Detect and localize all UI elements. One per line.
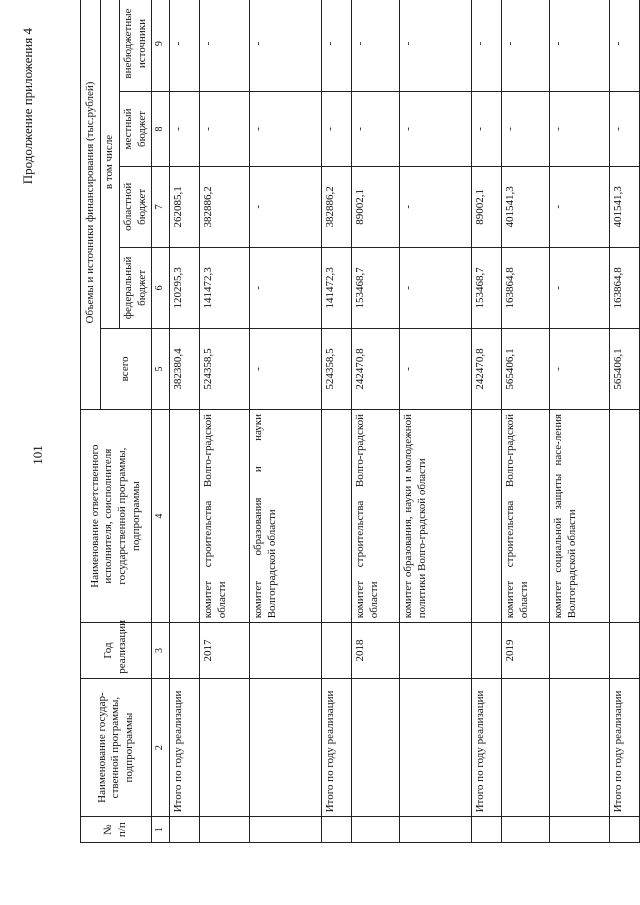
financing-table	[80, 0, 640, 843]
cell-total: 524358,5	[321, 328, 351, 409]
header-number: № п/п	[81, 817, 152, 843]
cell-local: -	[399, 92, 471, 167]
table-row	[249, 0, 321, 843]
cell-number	[501, 817, 549, 843]
cell-executor	[169, 409, 199, 622]
cell-number	[169, 817, 199, 843]
cell-year	[399, 623, 471, 678]
header-year: Год реализации	[81, 623, 152, 678]
table-row	[609, 0, 639, 843]
cell-name: Итого по году реализации	[609, 678, 639, 817]
cell-regional: 382886,2	[321, 166, 351, 247]
header-offbudget: внебюджетные источники	[119, 0, 152, 92]
table-row	[169, 0, 199, 843]
header-funding-group: Объемы и источники финансирования (тыс.рублей)	[81, 0, 101, 409]
cell-regional: 401541,3	[501, 166, 549, 247]
column-number: 8	[152, 92, 170, 167]
cell-local: -	[169, 92, 199, 167]
cell-executor: комитет социальной защиты насе-ления Волгоградской области	[549, 409, 609, 622]
cell-executor	[471, 409, 501, 622]
cell-name: Итого по году реализации	[471, 678, 501, 817]
cell-total: 565406,1	[609, 328, 639, 409]
cell-executor: комитет образования, науки и молодежной политики Волго-градской области	[399, 409, 471, 622]
cell-year	[549, 623, 609, 678]
cell-executor: комитет образования и науки Волгоградской области	[249, 409, 321, 622]
cell-number	[321, 817, 351, 843]
column-numbers-row	[152, 0, 170, 843]
cell-regional: -	[399, 166, 471, 247]
cell-executor: комитет строительства Волго-градской области	[199, 409, 249, 622]
table-body	[169, 0, 639, 843]
cell-local: -	[501, 92, 549, 167]
column-number: 9	[152, 0, 170, 92]
cell-offbudget: -	[399, 0, 471, 92]
cell-total: 242470,8	[471, 328, 501, 409]
cell-offbudget: -	[249, 0, 321, 92]
cell-offbudget: -	[471, 0, 501, 92]
cell-regional: 382886,2	[199, 166, 249, 247]
cell-federal: 141472,3	[199, 247, 249, 328]
cell-name	[249, 678, 321, 817]
cell-number	[351, 817, 399, 843]
cell-local: -	[321, 92, 351, 167]
cell-federal: 163864,8	[609, 247, 639, 328]
column-number: 1	[152, 817, 170, 843]
cell-year: 2019	[501, 623, 549, 678]
cell-regional: 262085,1	[169, 166, 199, 247]
cell-name: Итого по году реализации	[321, 678, 351, 817]
cell-total: -	[249, 328, 321, 409]
cell-total: -	[399, 328, 471, 409]
column-number: 4	[152, 409, 170, 622]
cell-local: -	[351, 92, 399, 167]
cell-federal: -	[399, 247, 471, 328]
cell-total: -	[549, 328, 609, 409]
header-including: в том числе	[101, 0, 120, 328]
table-row	[399, 0, 471, 843]
cell-number	[199, 817, 249, 843]
cell-offbudget: -	[169, 0, 199, 92]
cell-name	[501, 678, 549, 817]
cell-offbudget: -	[549, 0, 609, 92]
cell-year	[471, 623, 501, 678]
cell-executor	[609, 409, 639, 622]
table-row	[471, 0, 501, 843]
header-program-name: Наименование государ-ственной программы, подпрограммы	[81, 678, 152, 817]
cell-federal: 153468,7	[471, 247, 501, 328]
cell-offbudget: -	[321, 0, 351, 92]
header-regional: областной бюджет	[119, 166, 152, 247]
cell-name	[399, 678, 471, 817]
column-number: 6	[152, 247, 170, 328]
appendix-subtitle: Продолжение приложения 4	[20, 28, 35, 185]
cell-number	[471, 817, 501, 843]
cell-year: 2018	[351, 623, 399, 678]
column-number: 3	[152, 623, 170, 678]
cell-offbudget: -	[609, 0, 639, 92]
cell-offbudget: -	[501, 0, 549, 92]
cell-federal: 141472,3	[321, 247, 351, 328]
cell-federal: 153468,7	[351, 247, 399, 328]
cell-regional: -	[549, 166, 609, 247]
cell-executor: комитет строительства Волго-градской области	[501, 409, 549, 622]
cell-local: -	[549, 92, 609, 167]
cell-year	[321, 623, 351, 678]
header-total: всего	[101, 328, 152, 409]
cell-name	[549, 678, 609, 817]
header-federal: федеральный бюджет	[119, 247, 152, 328]
cell-federal: -	[249, 247, 321, 328]
header-local: местный бюджет	[119, 92, 152, 167]
table-row	[199, 0, 249, 843]
cell-number	[399, 817, 471, 843]
cell-local: -	[199, 92, 249, 167]
cell-name	[199, 678, 249, 817]
cell-number	[609, 817, 639, 843]
cell-name: Итого по году реализации	[169, 678, 199, 817]
page-number: 101	[30, 445, 45, 465]
table-row	[549, 0, 609, 843]
cell-name	[351, 678, 399, 817]
cell-total: 565406,1	[501, 328, 549, 409]
cell-regional: -	[249, 166, 321, 247]
cell-local: -	[471, 92, 501, 167]
cell-year	[609, 623, 639, 678]
cell-regional: 89002,1	[471, 166, 501, 247]
cell-total: 242470,8	[351, 328, 399, 409]
table-row	[501, 0, 549, 843]
cell-number	[249, 817, 321, 843]
cell-offbudget: -	[351, 0, 399, 92]
cell-executor: комитет строительства Волго-градской области	[351, 409, 399, 622]
cell-regional: 89002,1	[351, 166, 399, 247]
cell-federal: 163864,8	[501, 247, 549, 328]
cell-total: 524358,5	[199, 328, 249, 409]
column-number: 2	[152, 678, 170, 817]
cell-year: 2017	[199, 623, 249, 678]
column-number: 7	[152, 166, 170, 247]
cell-local: -	[609, 92, 639, 167]
cell-regional: 401541,3	[609, 166, 639, 247]
table-row	[351, 0, 399, 843]
cell-year	[249, 623, 321, 678]
column-number: 5	[152, 328, 170, 409]
cell-number	[549, 817, 609, 843]
cell-federal: -	[549, 247, 609, 328]
table-row	[321, 0, 351, 843]
cell-year	[169, 623, 199, 678]
cell-executor	[321, 409, 351, 622]
cell-federal: 120295,3	[169, 247, 199, 328]
cell-local: -	[249, 92, 321, 167]
cell-offbudget: -	[199, 0, 249, 92]
cell-total: 382380,4	[169, 328, 199, 409]
header-executor: Наименование ответственного исполнителя, соисполнителя государственной программы, подпрограммы	[81, 409, 152, 622]
